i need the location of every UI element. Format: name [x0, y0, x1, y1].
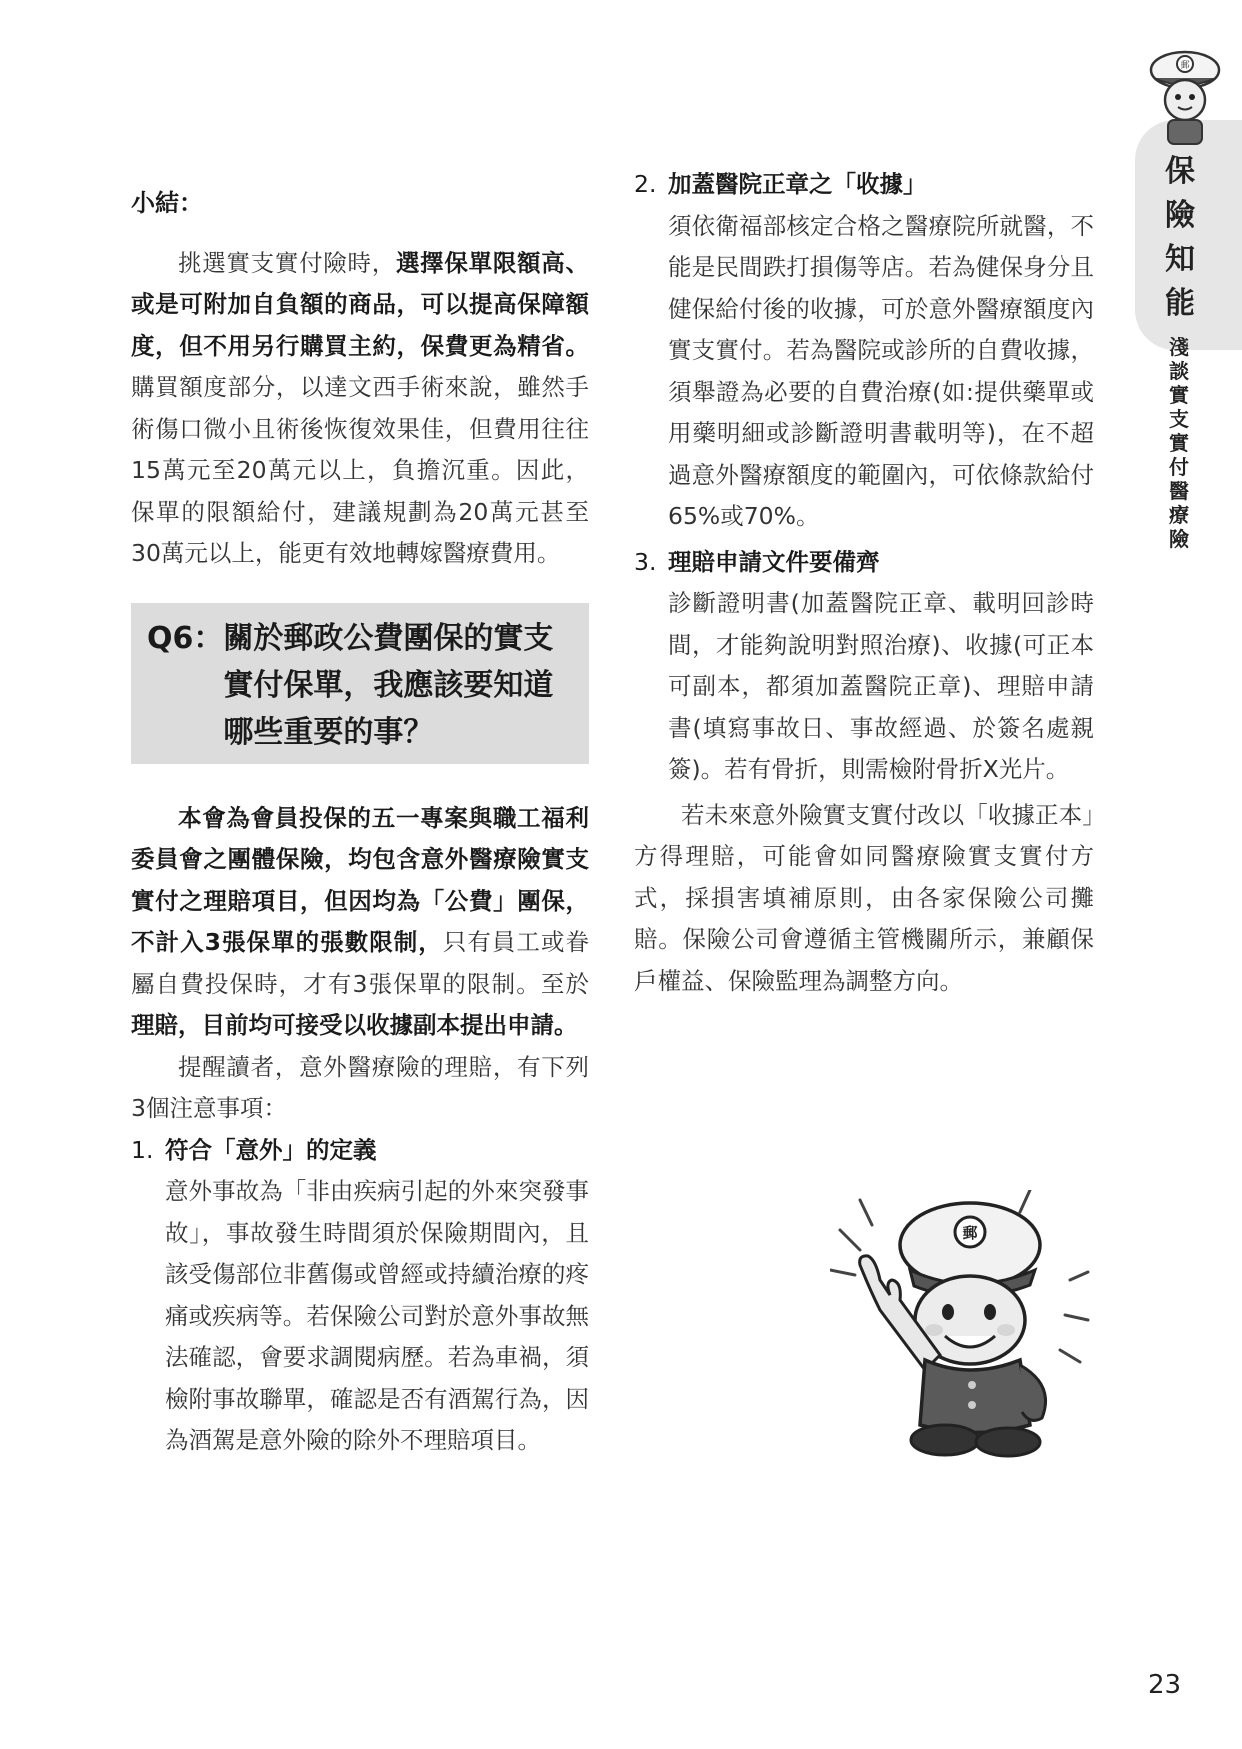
right-column — [634, 164, 1094, 1002]
tab-sub-char: 淺 — [1169, 335, 1189, 359]
side-tab-subtitle — [1166, 335, 1192, 551]
tab-sub-char: 實 — [1169, 431, 1189, 455]
question-box — [131, 603, 589, 764]
tab-title-char: 保 — [1165, 154, 1195, 189]
summary-heading: 小結： — [131, 189, 203, 217]
mascot-small-illustration — [1140, 40, 1230, 150]
mascot-pointing-illustration — [830, 1190, 1090, 1460]
remind-paragraph: 提醒讀者，意外醫療險的理賠，有下列3個注意事項： — [131, 1052, 589, 1122]
item-3-title — [634, 542, 1094, 584]
tab-sub-char: 療 — [1169, 503, 1189, 527]
tab-sub-char: 談 — [1169, 359, 1189, 383]
tab-sub-char: 實 — [1169, 383, 1189, 407]
summary-paragraph — [131, 243, 589, 575]
item-1-title — [131, 1130, 589, 1172]
page-number: 23 — [1148, 1670, 1182, 1700]
item-2-number: 2. — [634, 170, 657, 198]
summary-bold: 選擇保單限額高、或是可附加自負額的商品，可以提高保障額度，但不用另行購買主約，保費更為精省。 — [131, 248, 589, 360]
tab-title-char: 能 — [1165, 286, 1195, 321]
side-tab-title — [1160, 150, 1200, 326]
item-2-title-text: 加蓋醫院正章之「收據」 — [668, 170, 927, 198]
summary-lead: 挑選實支實付險時， — [178, 248, 396, 277]
tab-sub-char: 支 — [1169, 407, 1189, 431]
item-1-title-text: 符合「意外」的定義 — [165, 1135, 377, 1164]
question-label: Q6： — [147, 620, 224, 656]
small-mascot-badge: 郵 — [1180, 61, 1190, 71]
item-2-title — [634, 164, 1094, 206]
summary-rest: 購買額度部分，以達文西手術來說，雖然手術傷口微小且術後恢復效果佳，但費用往往15萬元至20萬元以上，負擔沉重。因此，保單的限額給付，建議規劃為20萬元甚至30萬元以上，能更有效地轉嫁醫療費用。 — [131, 373, 589, 567]
closing-paragraph: 若未來意外險實支實付改以「收據正本」方得理賠，可能會如同醫療險實支實付方式，採損害填補原則，由各家保險公司攤賠。保險公司會遵循主管機關所示，兼顧保戶權益、保險監理為調整方向。 — [634, 800, 1094, 995]
item-3-title-text: 理賠申請文件要備齊 — [668, 547, 880, 576]
left-column — [131, 183, 589, 1462]
answer-bold-1: 本會為會員投保的五一專案與職工福利委員會之團體保險，均包含意外醫療險實支實付之理賠項目，但因均為「公費」團保，不計入3張保單的張數限制， — [131, 803, 589, 956]
item-1-body: 意外事故為「非由疾病引起的外來突發事故」，事故發生時間須於保險期間內，且該受傷部位非舊傷或曾經或持續治療的疼痛或疾病等。若保險公司對於意外事故無法確認，會要求調閱病歷。若為車禍，須檢附事故聯單，確認是否有酒駕行為，因為酒駕是意外險的除外不理賠項目。 — [165, 1177, 589, 1454]
tab-sub-char: 付 — [1169, 455, 1189, 479]
tab-title-char: 險 — [1165, 198, 1195, 233]
item-1-number: 1. — [131, 1135, 154, 1164]
item-2-body: 須依衛福部核定合格之醫療院所就醫，不能是民間跌打損傷等店。若為健保身分且健保給付後的收據，可於意外醫療額度內實支實付。若為醫院或診所的自費收據，須舉證為必要的自費治療(如:提供藥單或用藥明細或診斷證明書載明等)，在不超過意外醫療額度的範圍內，可依條款給付65%或70%。 — [668, 211, 1094, 530]
tab-sub-char: 醫 — [1169, 479, 1189, 503]
answer-bold-2: 理賠，目前均可接受以收據副本提出申請。 — [131, 1011, 578, 1039]
question-text: 關於郵政公費團保的實支實付保單，我應該要知道哪些重要的事？ — [223, 620, 554, 750]
tab-sub-char: 險 — [1169, 527, 1189, 551]
tab-title-char: 知 — [1165, 242, 1195, 277]
answer-rest: 只有員工或眷屬自費投保時，才有3張保單的限制。至於 — [131, 928, 590, 998]
mascot-badge: 郵 — [962, 1224, 978, 1242]
item-3-number: 3. — [634, 547, 657, 576]
item-3-body: 診斷證明書(加蓋醫院正章、載明回診時間，才能夠說明對照治療)、收據(可正本可副本，都須加蓋醫院正章)、理賠申請書(填寫事故日、事故經過、於簽名處親簽)。若有骨折，則需檢附骨折X光片。 — [668, 589, 1094, 783]
answer-paragraph — [131, 798, 589, 1047]
